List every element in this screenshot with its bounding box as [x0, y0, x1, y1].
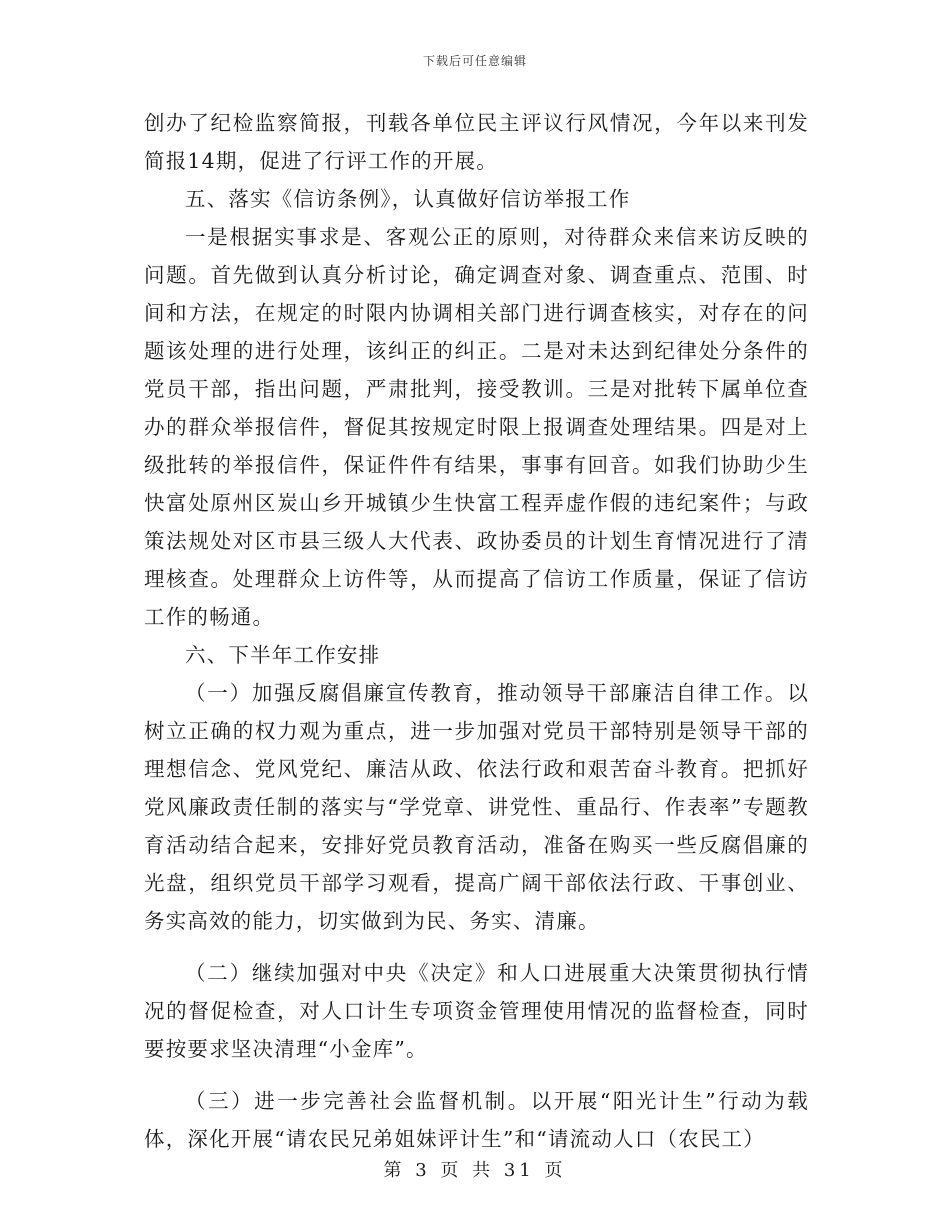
- paragraph-plan-item-1: （一）加强反腐倡廉宣传教育，推动领导干部廉洁自律工作。以树立正确的权力观为重点，进一步加强对党员干部特别是领导干部的理想信念、党风党纪、廉洁从政、依法行政和艰苦奋斗教育。把抓好党风廉政责任制的落实与“学党章、讲党性、重品行、作表率”专题教育活动结合起来，安排好党员教育活动，准备在购买一些反腐倡廉的光盘，组织党员干部学习观看，提高广阔干部依法行政、干事创业、务实高效的能力，切实做到为民、务实、清廉。: [144, 681, 809, 933]
- paragraph-continuation: 创办了纪检监察简报，刊载各单位民主评议行风情况，今年以来刊发简报14期，促进了行评工作的开展。: [144, 111, 809, 173]
- paragraph-petition-work: 一是根据实事求是、客观公正的原则，对待群众来信来访反映的问题。首先做到认真分析讨论，确定调查对象、调查重点、范围、时间和方法，在规定的时限内协调相关部门进行调查核实，对存在的问题该处理的进行处理，该纠正的纠正。二是对未达到纪律处分条件的党员干部，指出问题，严肃批判，接受教训。三是对批转下属单位查办的群众举报信件，督促其按规定时限上报调查处理结果。四是对上级批转的举报信件，保证件件有结果，事事有回音。如我们协助少生快富处原州区炭山乡开城镇少生快富工程弄虚作假的违纪案件；与政策法规处对区市县三级人大代表、政协委员的计划生育情况进行了清理核查。处理群众上访件等，从而提高了信访工作质量，保证了信访工作的畅通。: [144, 225, 809, 629]
- section-heading-6: 六、下半年工作安排: [185, 643, 381, 667]
- section-heading-5: 五、落实《信访条例》，认真做好信访举报工作: [185, 187, 631, 211]
- paragraph-plan-item-2: （二）继续加强对中央《决定》和人口进展重大决策贯彻执行情况的督促检查，对人口计生专项资金管理使用情况的监督检查，同时要按要求坚决清理“小金库”。: [144, 961, 809, 1061]
- page-header-note: 下载后可任意编辑: [422, 54, 527, 68]
- page-number-footer: 第 3 页 共 31 页: [383, 1160, 567, 1181]
- paragraph-plan-item-3: （三）进一步完善社会监督机制。以开展“阳光计生”行动为载体，深化开展“请农民兄弟姐妹评计生”和“请流动人口（农民工）: [144, 1089, 809, 1151]
- document-body: [144, 104, 809, 1158]
